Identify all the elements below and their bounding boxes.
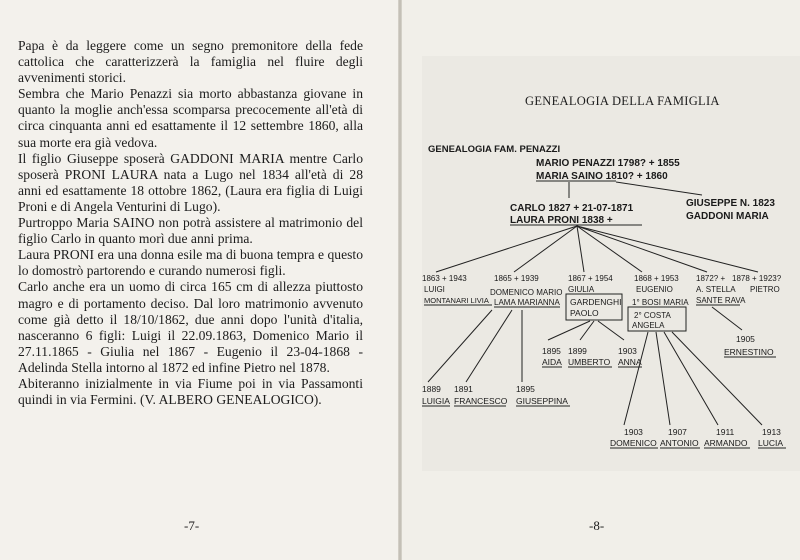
grandchild-antonio [660, 427, 700, 448]
grandchild-ernestino [724, 334, 776, 357]
svg-text:LAMA MARIANNA: LAMA MARIANNA [494, 298, 560, 307]
svg-text:1891: 1891 [454, 384, 473, 394]
svg-text:1913: 1913 [762, 427, 781, 437]
giulia-children-connectors [548, 321, 624, 340]
svg-text:ANNA: ANNA [618, 357, 642, 367]
paragraph: Purtroppo Maria SAINO non potrà assistere al matrimonio del figlio Carlo in quanto morì due anni prima. [18, 215, 363, 247]
svg-text:1903: 1903 [618, 346, 637, 356]
svg-text:1° BOSI MARIA: 1° BOSI MARIA [632, 298, 689, 307]
svg-text:1863 + 1943: 1863 + 1943 [422, 274, 467, 283]
child-eugenio [628, 274, 689, 331]
grandchild-armando [704, 427, 750, 448]
paragraph: Sembra che Mario Penazzi sia morto abbastanza giovane in quanto la moglie anch'essa scomparsa precocemente all'età di circa cinquanta anni ed esattamente il 12 settembre 1860, alla sua morte era già vedova. [18, 86, 363, 150]
svg-text:1911: 1911 [716, 427, 735, 437]
giuseppe-line: GIUSEPPE N. 1823 [686, 198, 775, 209]
svg-text:GIUSEPPINA: GIUSEPPINA [516, 396, 568, 406]
svg-text:LUIGI: LUIGI [424, 285, 445, 294]
svg-text:SANTE RAVA: SANTE RAVA [696, 296, 746, 305]
grandchild-giuseppina [516, 384, 570, 406]
eugenio-children-connectors [624, 332, 762, 425]
svg-text:1907: 1907 [668, 427, 687, 437]
svg-text:ARMANDO: ARMANDO [704, 438, 748, 448]
svg-text:LUCIA: LUCIA [758, 438, 784, 448]
domenico-children-connectors [428, 310, 522, 382]
svg-text:1895: 1895 [542, 346, 561, 356]
svg-text:ANTONIO: ANTONIO [660, 438, 699, 448]
children-connectors [436, 226, 758, 272]
svg-text:GIULIA: GIULIA [568, 285, 595, 294]
svg-text:1895: 1895 [516, 384, 535, 394]
svg-text:UMBERTO: UMBERTO [568, 357, 611, 367]
svg-text:2° COSTA: 2° COSTA [634, 311, 671, 320]
root-husband: MARIO PENAZZI 1798? + 1855 [536, 158, 680, 169]
page-number-right: -8- [589, 518, 605, 533]
svg-text:GARDENGHI: GARDENGHI [570, 297, 622, 307]
gaddoni-line: GADDONI MARIA [686, 211, 769, 222]
page-number-left: -7- [184, 518, 200, 533]
grandchild-anna [618, 346, 642, 367]
svg-text:1878 + 1923?: 1878 + 1923? [732, 274, 782, 283]
grandchild-luigia [422, 384, 450, 406]
paragraph: Laura PRONI era una donna esile ma di buona tempra e questo lo domostrò partorendo e curando numerosi figli. [18, 247, 363, 279]
svg-text:LUIGIA: LUIGIA [422, 396, 450, 406]
child-luigi [422, 274, 492, 305]
svg-text:1867 + 1954: 1867 + 1954 [568, 274, 613, 283]
svg-text:PAOLO: PAOLO [570, 308, 599, 318]
svg-text:FRANCESCO: FRANCESCO [454, 396, 508, 406]
child-giulia [566, 274, 622, 320]
grandchild-umberto [568, 346, 612, 367]
grandchild-francesco [454, 384, 508, 406]
laura-line: LAURA PRONI 1838 + [510, 215, 613, 226]
root-wife: MARIA SAINO 1810? + 1860 [536, 171, 668, 182]
svg-text:1865 + 1939: 1865 + 1939 [494, 274, 539, 283]
page-title: GENEALOGIA DELLA FAMIGLIA [525, 94, 720, 108]
svg-text:1905: 1905 [736, 334, 755, 344]
paragraph: Papa è da leggere come un segno premonitore della fede cattolica che caratterizzerà la famiglia nel fluire degli avvenimenti storici. [18, 38, 363, 86]
family-tree [402, 0, 800, 560]
svg-text:DOMENICO MARIO: DOMENICO MARIO [490, 288, 563, 297]
svg-text:ANGELA: ANGELA [632, 321, 665, 330]
svg-text:A. STELLA: A. STELLA [696, 285, 736, 294]
grandchild-lucia [758, 427, 786, 448]
svg-text:1872? +: 1872? + [696, 274, 726, 283]
left-page-text [18, 38, 363, 408]
paragraph: Il figlio Giuseppe sposerà GADDONI MARIA mentre Carlo sposerà PRONI LAURA nata a Lugo nel 1834 all'età di 28 anni ed esattamente 18 ottobre 1862, (Laura era figlia di Luigi Proni e di Angela Venturini di Lugo). [18, 150, 363, 214]
connector-line [616, 182, 702, 195]
svg-text:1903: 1903 [624, 427, 643, 437]
svg-text:AIDA: AIDA [542, 357, 562, 367]
svg-text:ERNESTINO: ERNESTINO [724, 347, 774, 357]
grandchild-domenico [610, 427, 658, 448]
svg-text:DOMENICO: DOMENICO [610, 438, 657, 448]
svg-text:EUGENIO: EUGENIO [636, 285, 673, 294]
child-domenico-mario [490, 274, 562, 307]
stella-children-connectors [712, 307, 742, 330]
svg-text:1899: 1899 [568, 346, 587, 356]
svg-text:PIETRO: PIETRO [750, 285, 780, 294]
tree-heading: GENEALOGIA FAM. PENAZZI [428, 144, 561, 155]
carlo-line: CARLO 1827 + 21-07-1871 [510, 203, 634, 214]
svg-text:MONTANARI LIVIA: MONTANARI LIVIA [424, 296, 489, 305]
svg-text:1889: 1889 [422, 384, 441, 394]
child-pietro [732, 274, 782, 294]
paragraph: Abiteranno inizialmente in via Fiume poi in via Passamonti quindi in via Fermini. (V. ALBERO GENEALOGICO). [18, 375, 363, 408]
left-page [0, 0, 398, 560]
svg-text:1868 + 1953: 1868 + 1953 [634, 274, 679, 283]
grandchild-aida [542, 346, 562, 367]
paragraph: Carlo anche era un uomo di circa 165 cm di allezza piuttosto magro e di portamento deciso. Dal loro matrimonio avvenuto come già detto il 18/10/1862, due anni dopo l'unità d'italia, nasceranno 6 figli: Luigi il 22.09.1863, Domenico Mario il 27.11.1865 - Giulia nel 1867 - Eugenio il 23-04-1868 - Adelinda Stella intorno al 1872 ed infine Pietro nel 1878. [18, 279, 363, 375]
right-page [402, 0, 800, 560]
